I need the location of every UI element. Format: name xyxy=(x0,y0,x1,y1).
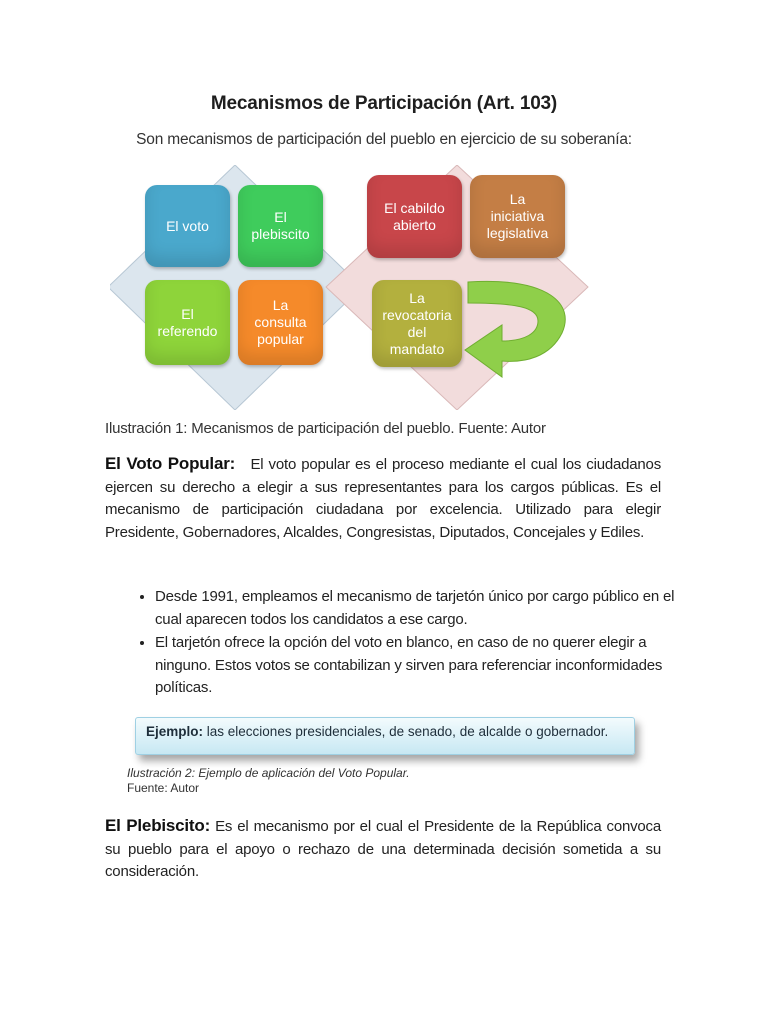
page-subtitle: Son mecanismos de participación del pueblo en ejercicio de su soberanía: xyxy=(136,131,632,148)
list-item: • El tarjetón ofrece la opción del voto en blanco, en caso de no querer elegir a ninguno. Estos votos se contabilizan y sirven para referenciar inconformidades políticas. xyxy=(155,632,695,700)
box-label-line: referendo xyxy=(157,322,218,339)
box-label-line: El xyxy=(181,305,194,322)
figure-caption-2: Ilustración 2: Ejemplo de aplicación del Voto Popular. xyxy=(127,766,410,780)
box-label-line: mandato xyxy=(389,340,445,357)
list-item: • Desde 1991, empleamos el mecanismo de tarjetón único por cargo público en el cual aparecen todos los candidatos a ese cargo. xyxy=(155,586,695,631)
box-elcabildo-abierto xyxy=(367,175,462,258)
box-label-line: El cabildo xyxy=(384,199,445,216)
box-label-line: revocatoria xyxy=(382,306,452,323)
page-title: Mecanismos de Participación (Art. 103) xyxy=(210,93,558,114)
box-elvoto xyxy=(145,185,230,267)
plebiscito-text: Es el mecanismo por el cual el Presidente de la República convoca su pueblo para el apoyo o rechazo de una determinada decisión sometida a su consideración. xyxy=(105,818,661,880)
box-label-line: El voto xyxy=(166,217,209,234)
box-label-line: El xyxy=(274,209,287,225)
box-label-line: popular xyxy=(257,331,304,347)
box-label-line: iniciativa xyxy=(490,208,545,224)
voto-popular-heading: El Voto Popular: xyxy=(105,454,236,473)
box-la-consulta-popular xyxy=(238,280,323,365)
box-label-line: consulta xyxy=(254,314,307,330)
box-label-line: La xyxy=(272,297,289,313)
figure-caption-2-source: Fuente: Autor xyxy=(127,781,200,795)
figure-caption-1: Ilustración 1: Mecanismos de participación del pueblo. Fuente: Autor xyxy=(105,420,546,437)
voto-popular-text: El voto popular es el proceso mediante el cual los ciudadanos ejercen su derecho a elegir a sus representantes para los cargos públicas. Es el mecanismo de participación ciudadana por excelencia. Utilizado para elegir Presidente, Gobernadores, Alcaldes, Congresistas, Diputados, Concejales y Ediles. xyxy=(105,456,661,541)
box-label-line: La xyxy=(509,191,526,207)
voto-bullet-list xyxy=(130,586,695,701)
box-la-iniciativa-legislativa xyxy=(470,175,565,258)
example-label: Ejemplo: xyxy=(146,724,204,739)
box-label-line: La xyxy=(409,289,425,306)
plebiscito-heading: El Plebiscito: xyxy=(105,816,211,835)
box-label-line: plebiscito xyxy=(251,226,310,242)
example-box xyxy=(135,717,635,755)
box-label-line: abierto xyxy=(393,216,436,233)
box-el-plebiscito xyxy=(238,185,323,267)
box-label-line: legislativa xyxy=(486,225,549,241)
plebiscito-paragraph xyxy=(105,815,661,884)
example-text: las elecciones presidenciales, de senado, de alcalde o gobernador. xyxy=(206,724,609,739)
box-la-revocatoria-del-mandato xyxy=(372,280,462,367)
participation-diagram xyxy=(110,165,590,410)
box-el-referendo xyxy=(145,280,230,365)
voto-popular-paragraph xyxy=(105,453,661,544)
box-label-line: del xyxy=(407,323,427,340)
